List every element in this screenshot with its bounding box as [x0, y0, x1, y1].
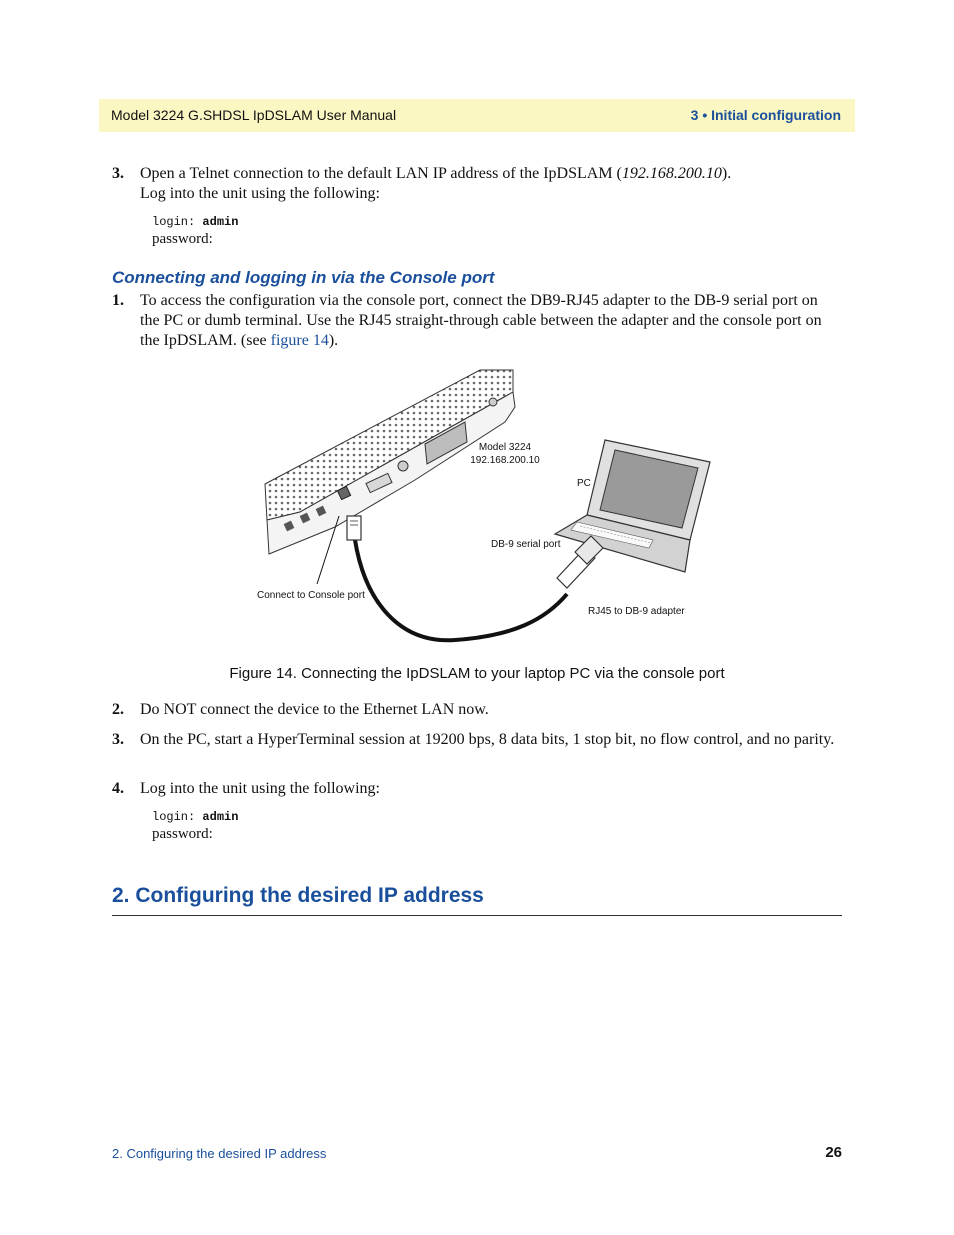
- pc-label: PC: [577, 478, 591, 489]
- step-text: [140, 291, 835, 351]
- figure-caption: Figure 14. Connecting the IpDSLAM to your laptop PC via the console port: [229, 665, 725, 682]
- login-line: [152, 809, 238, 825]
- footer-section-link[interactable]: 2. Configuring the desired IP address: [112, 1146, 327, 1161]
- password-line: password:: [152, 826, 213, 842]
- step-text-main: To access the configuration via the console port, connect the DB9-RJ45 adapter to the DB-9 serial port on the PC or dumb terminal. Use the RJ45 straight-through cable between the adapter and the console port on the IpDSLAM. (see: [140, 292, 822, 349]
- step-text: [140, 164, 840, 204]
- step-number: 3.: [112, 731, 124, 748]
- section-heading: 2. Configuring the desired IP address: [112, 884, 484, 907]
- rj45-plug-icon: [347, 516, 361, 540]
- login-value: admin: [202, 215, 239, 229]
- subsection-heading: Connecting and logging in via the Console port: [112, 268, 495, 287]
- step-text: Do NOT connect the device to the Ethernet LAN now.: [140, 701, 489, 718]
- model-label: Model 3224: [478, 442, 532, 453]
- step-text-part-a: Open a Telnet connection to the default LAN IP address of the IpDSLAM (: [140, 165, 622, 182]
- console-port-label: Connect to Console port: [257, 590, 365, 601]
- login-label: login:: [152, 215, 196, 229]
- password-line: password:: [152, 231, 213, 247]
- default-ip: 192.168.200.10: [621, 165, 722, 182]
- login-label: login:: [152, 810, 196, 824]
- model-ip-label: 192.168.200.10: [470, 455, 540, 466]
- login-block-telnet: [152, 214, 238, 247]
- login-value: admin: [202, 810, 239, 824]
- step-number: 2.: [112, 701, 124, 718]
- page-number: 26: [825, 1144, 842, 1161]
- step-text-line2: Log into the unit using the following:: [140, 185, 380, 202]
- section-rule: [112, 915, 842, 916]
- connection-diagram: [255, 362, 725, 652]
- step-number: 1.: [112, 292, 124, 309]
- adapter-label: RJ45 to DB-9 adapter: [588, 606, 685, 617]
- step-text-end: ).: [328, 332, 339, 349]
- figure-14-link[interactable]: figure 14: [270, 332, 329, 349]
- login-line: [152, 214, 238, 230]
- step-text: Log into the unit using the following:: [140, 780, 380, 797]
- step-number: 3.: [112, 165, 124, 182]
- step-text: On the PC, start a HyperTerminal session at 19200 bps, 8 data bits, 1 stop bit, no flow control, and no parity.: [140, 731, 835, 748]
- rj45-console-cable: [355, 540, 567, 640]
- step-text-part-b: ).: [721, 165, 732, 182]
- running-header: [99, 99, 855, 132]
- manual-title: Model 3224 G.SHDSL IpDSLAM User Manual: [111, 107, 397, 123]
- step-number: 4.: [112, 780, 124, 797]
- chapter-title: 3 • Initial configuration: [690, 107, 841, 123]
- serial-port-label: DB-9 serial port: [491, 539, 561, 550]
- login-block-console: [152, 809, 238, 842]
- console-connection-figure: [255, 362, 725, 652]
- db9-adapter-icon: [557, 536, 603, 588]
